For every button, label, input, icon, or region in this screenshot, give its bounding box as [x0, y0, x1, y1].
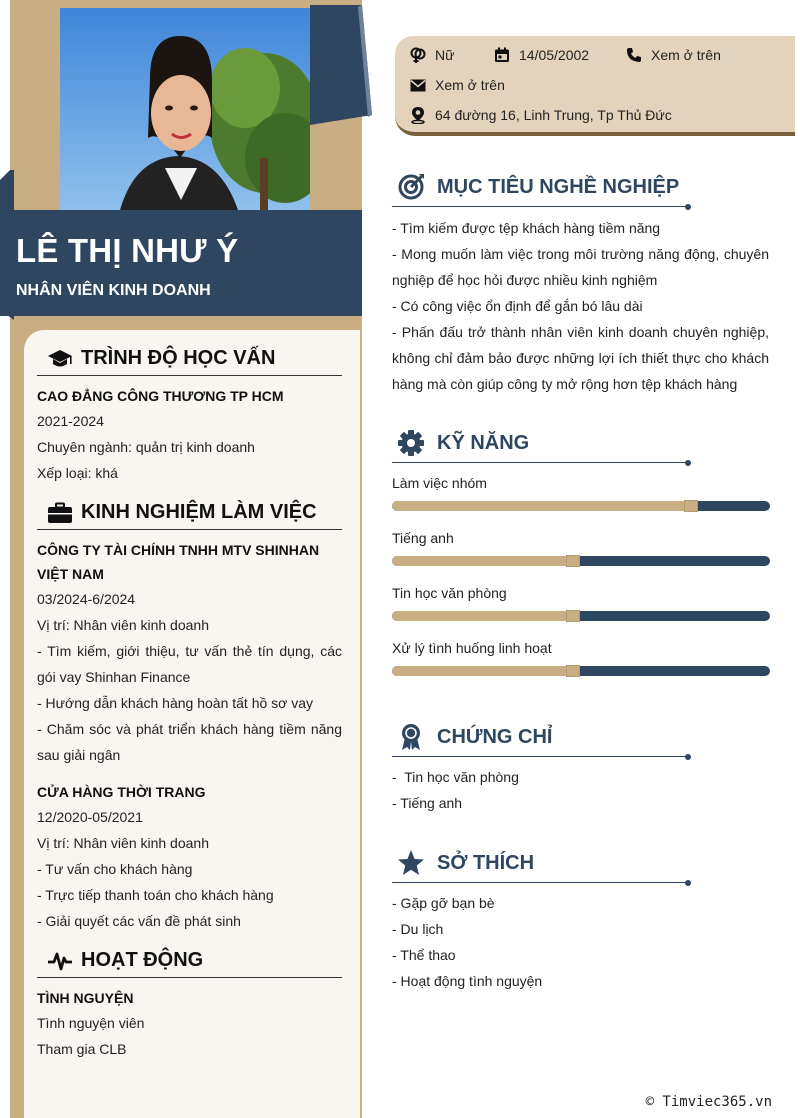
- graduation-cap-icon: [47, 346, 73, 372]
- job-2-role: Vị trí: Nhân viên kinh doanh: [37, 835, 209, 851]
- gear-icon: [397, 429, 425, 457]
- skill-3-fill: [392, 611, 573, 621]
- objective-line-1: - Tìm kiếm được tệp khách hàng tiềm năng: [392, 220, 661, 236]
- skills-title: KỸ NĂNG: [437, 431, 530, 454]
- skills-divider: [392, 462, 688, 463]
- skills-header: [392, 426, 692, 463]
- certificates-divider: [392, 756, 688, 757]
- left-content-panel: [24, 330, 360, 1118]
- skill-2: [392, 528, 770, 566]
- hobby-item-4: - Hoạt động tình nguyện: [392, 973, 543, 989]
- job-2-period: 12/2020-05/2021: [37, 809, 143, 825]
- certificates-title: CHỨNG CHỈ: [437, 725, 553, 748]
- skill-4-bar: [392, 666, 770, 676]
- skill-4-fill: [392, 666, 573, 676]
- skill-4-name: Xử lý tình huống linh hoạt: [392, 640, 552, 656]
- contact-info-box: [395, 36, 795, 136]
- contact-phone: [625, 46, 721, 64]
- objective-divider: [392, 206, 688, 207]
- hobbies-header: [392, 846, 692, 883]
- experience-title: KINH NGHIỆM LÀM VIỆC: [81, 501, 317, 523]
- experience-header: [37, 496, 342, 530]
- calendar-icon: [493, 46, 511, 64]
- contact-address: [409, 106, 672, 124]
- job-2-duty-1: - Tư vấn cho khách hàng: [37, 861, 193, 877]
- objective-line-2: - Mong muốn làm việc trong môi trường năng động, chuyên nghiệp để học hỏi được nhiều kinh nghiệm: [392, 246, 769, 288]
- skill-1-name: Làm việc nhóm: [392, 475, 487, 491]
- address-value: 64 đường 16, Linh Trung, Tp Thủ Đức: [435, 107, 672, 123]
- profile-photo: [60, 8, 310, 210]
- skill-1-knob: [684, 500, 698, 512]
- hobbies-divider: [392, 882, 688, 883]
- target-icon: [397, 173, 425, 201]
- education-period: 2021-2024: [37, 413, 104, 429]
- hobbies-body: [392, 890, 769, 994]
- skill-2-bar: [392, 556, 770, 566]
- candidate-position: NHÂN VIÊN KINH DOANH: [16, 282, 211, 299]
- contact-birthday: [493, 46, 589, 64]
- education-school: CAO ĐẲNG CÔNG THƯƠNG TP HCM: [37, 388, 284, 404]
- candidate-name: LÊ THỊ NHƯ Ý: [16, 232, 239, 269]
- pulse-icon: [47, 948, 73, 974]
- skill-3-knob: [566, 610, 580, 622]
- phone-icon: [625, 46, 643, 64]
- decorative-ribbon-right: [310, 5, 372, 125]
- envelope-icon: [409, 76, 427, 94]
- job-1-duty-3: - Chăm sóc và phát triển khách hàng tiềm năng sau giải ngân: [37, 721, 342, 763]
- phone-value: Xem ở trên: [651, 47, 721, 63]
- objective-title: MỤC TIÊU NGHỀ NGHIỆP: [437, 175, 680, 198]
- job-1-company: CÔNG TY TÀI CHÍNH TNHH MTV SHINHAN VIỆT NAM: [37, 542, 320, 582]
- hobbies-title: SỞ THÍCH: [437, 851, 535, 874]
- activities-body: [37, 986, 342, 1062]
- skill-3-name: Tin học văn phòng: [392, 585, 507, 601]
- skill-3-bar: [392, 611, 770, 621]
- hobby-item-1: - Gặp gỡ bạn bè: [392, 895, 495, 911]
- footer-credit: © Timviec365.vn: [645, 1094, 772, 1110]
- objective-line-4: - Phấn đấu trở thành nhân viên kinh doanh chuyên nghiệp, không chỉ đảm bảo được những lợi ích thiết thực cho khách hàng mà còn giúp công ty mở rộng hơn tệp khách hàng: [392, 324, 769, 392]
- education-body: [37, 384, 342, 486]
- skill-1-fill: [392, 501, 691, 511]
- objective-line-3: - Có công việc ổn định để gắn bó lâu dài: [392, 298, 643, 314]
- experience-body: [37, 538, 342, 934]
- education-header: [37, 342, 342, 376]
- education-major: Chuyên ngành: quản trị kinh doanh: [37, 439, 255, 455]
- job-2-company: CỬA HÀNG THỜI TRANG: [37, 784, 206, 800]
- certificates-header: [392, 720, 692, 757]
- hobby-item-2: - Du lịch: [392, 921, 444, 937]
- briefcase-icon: [47, 500, 73, 526]
- skill-2-knob: [566, 555, 580, 567]
- job-1-period: 03/2024-6/2024: [37, 591, 136, 607]
- skill-1: [392, 473, 770, 511]
- contact-email: [409, 76, 505, 94]
- award-ribbon-icon: [397, 723, 425, 751]
- hobby-item-3: - Thể thao: [392, 947, 456, 963]
- job-2-duty-2: - Trực tiếp thanh toán cho khách hàng: [37, 887, 274, 903]
- activity-item-1: Tình nguyện viên: [37, 1015, 145, 1031]
- skill-4-knob: [566, 665, 580, 677]
- skill-3: [392, 583, 770, 621]
- skill-1-bar: [392, 501, 770, 511]
- job-1-role: Vị trí: Nhân viên kinh doanh: [37, 617, 209, 633]
- skill-2-fill: [392, 556, 573, 566]
- gender-icon: [409, 46, 427, 64]
- certificate-item-2: - Tiếng anh: [392, 795, 463, 811]
- objective-header: [392, 170, 692, 207]
- objective-body: [392, 215, 769, 397]
- job-1-duty-2: - Hướng dẫn khách hàng hoàn tất hồ sơ vay: [37, 695, 314, 711]
- education-grade: Xếp loại: khá: [37, 465, 118, 481]
- contact-gender: [409, 46, 454, 64]
- certificate-item-1: - Tin học văn phòng: [392, 769, 519, 785]
- gender-value: Nữ: [435, 47, 455, 63]
- job-1-duty-1: - Tìm kiếm, giới thiệu, tư vấn thẻ tín dụng, các gói vay Shinhan Finance: [37, 643, 342, 685]
- map-pin-icon: [409, 106, 427, 124]
- activity-item-2: Tham gia CLB: [37, 1041, 127, 1057]
- activities-title: HOẠT ĐỘNG: [81, 949, 204, 971]
- skill-4: [392, 638, 770, 676]
- education-title: TRÌNH ĐỘ HỌC VẤN: [81, 347, 276, 369]
- activity-org: TÌNH NGUYỆN: [37, 990, 134, 1006]
- email-value: Xem ở trên: [435, 77, 505, 93]
- star-icon: [397, 849, 425, 877]
- skill-2-name: Tiếng anh: [392, 530, 454, 546]
- birthday-value: 14/05/2002: [519, 47, 590, 63]
- activities-header: [37, 944, 342, 978]
- job-2-duty-3: - Giải quyết các vấn đề phát sinh: [37, 913, 241, 929]
- name-banner: [0, 210, 362, 316]
- certificates-body: [392, 764, 769, 816]
